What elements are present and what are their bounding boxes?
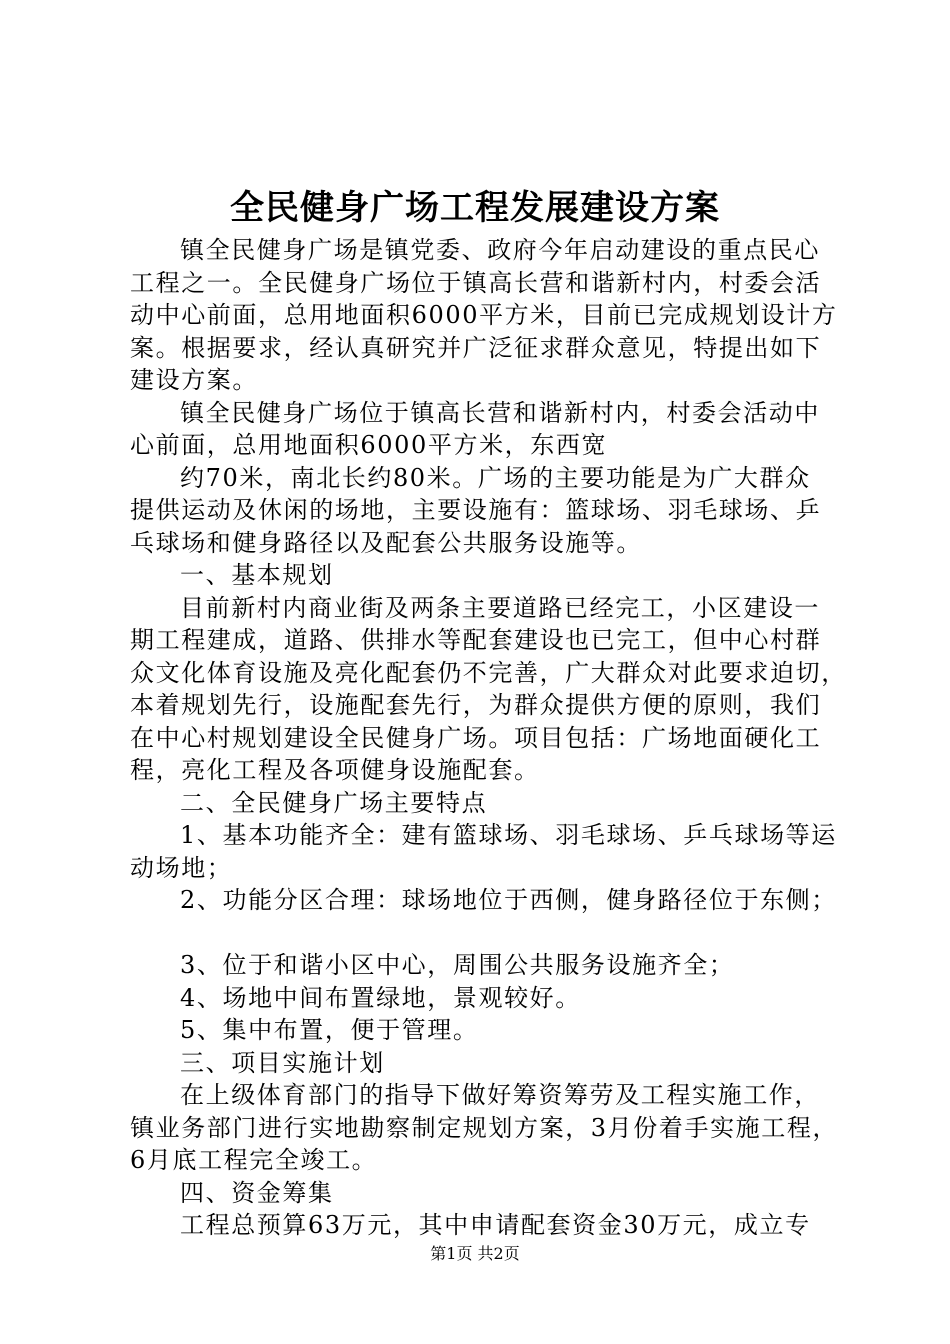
blank-line — [130, 917, 830, 950]
paragraph-line: 镇全民健身广场位于镇高长营和谐新村内，村委会活动中 — [180, 398, 820, 427]
section-heading: 三、项目实施计划 — [180, 1048, 385, 1077]
paragraph-line: 建设方案。 — [130, 366, 258, 394]
paragraph-line: 6月底工程完全竣工。 — [130, 1146, 378, 1174]
section-heading: 四、资金筹集 — [180, 1178, 334, 1207]
paragraph-line: 目前新村内商业街及两条主要道路已经完工，小区建设一 — [180, 593, 820, 622]
paragraph-line: 本着规划先行，设施配套先行，为群众提供方便的原则，我们 — [130, 691, 822, 719]
paragraph-line: 在上级体育部门的指导下做好筹资筹劳及工程实施工作， — [180, 1081, 820, 1109]
section-heading: 二、全民健身广场主要特点 — [180, 788, 488, 817]
paragraph-line: 心前面，总用地面积6000平方米，东西宽 — [130, 431, 608, 459]
list-item: 2、功能分区合理：球场地位于西侧，健身路径位于东侧； — [180, 886, 837, 914]
paragraph-line: 程，亮化工程及各项健身设施配套。 — [130, 756, 540, 784]
paragraph-line: 镇全民健身广场是镇党委、政府今年启动建设的重点民心 — [180, 236, 820, 264]
paragraph-line: 在中心村规划建设全民健身广场。项目包括：广场地面硬化工 — [130, 723, 822, 752]
page-number-footer: 第1页 共2页 — [430, 1244, 520, 1263]
list-item: 5、集中布置，便于管理。 — [180, 1016, 479, 1044]
paragraph-line: 约70米，南北长约80米。广场的主要功能是为广大群众 — [180, 463, 811, 492]
paragraph-line: 乓球场和健身路径以及配套公共服务设施等。 — [130, 528, 642, 557]
list-item: 1、基本功能齐全：建有篮球场、羽毛球场、乒乓球场等运 — [180, 821, 837, 849]
paragraph-line: 众文化体育设施及亮化配套仍不完善，广大群众对此要求迫切， — [130, 658, 847, 687]
list-item: 4、场地中间布置绿地，景观较好。 — [180, 983, 581, 1012]
paragraph-line: 期工程建成，道路、供排水等配套建设也已完工，但中心村群 — [130, 626, 822, 654]
paragraph-line: 案。根据要求，经认真研究并广泛征求群众意见，特提出如下 — [130, 333, 822, 362]
list-item: 动场地； — [130, 853, 233, 882]
paragraph-line: 镇业务部门进行实地勘察制定规划方案，3月份着手实施工程， — [130, 1113, 839, 1142]
paragraph-line: 提供运动及休闲的场地，主要设施有：篮球场、羽毛球场、乒 — [130, 496, 822, 524]
list-item: 3、位于和谐小区中心，周围公共服务设施齐全； — [180, 951, 735, 979]
document-title: 全民健身广场工程发展建设方案 — [230, 188, 720, 228]
document-body — [130, 234, 847, 1242]
paragraph-line: 工程总预算63万元，其中申请配套资金30万元，成立专 — [180, 1211, 811, 1239]
paragraph-line: 动中心前面，总用地面积6000平方米，目前已完成规划设计方 — [130, 301, 838, 329]
section-heading: 一、基本规划 — [180, 561, 334, 589]
paragraph-line: 工程之一。全民健身广场位于镇高长营和谐新村内，村委会活 — [130, 268, 822, 297]
